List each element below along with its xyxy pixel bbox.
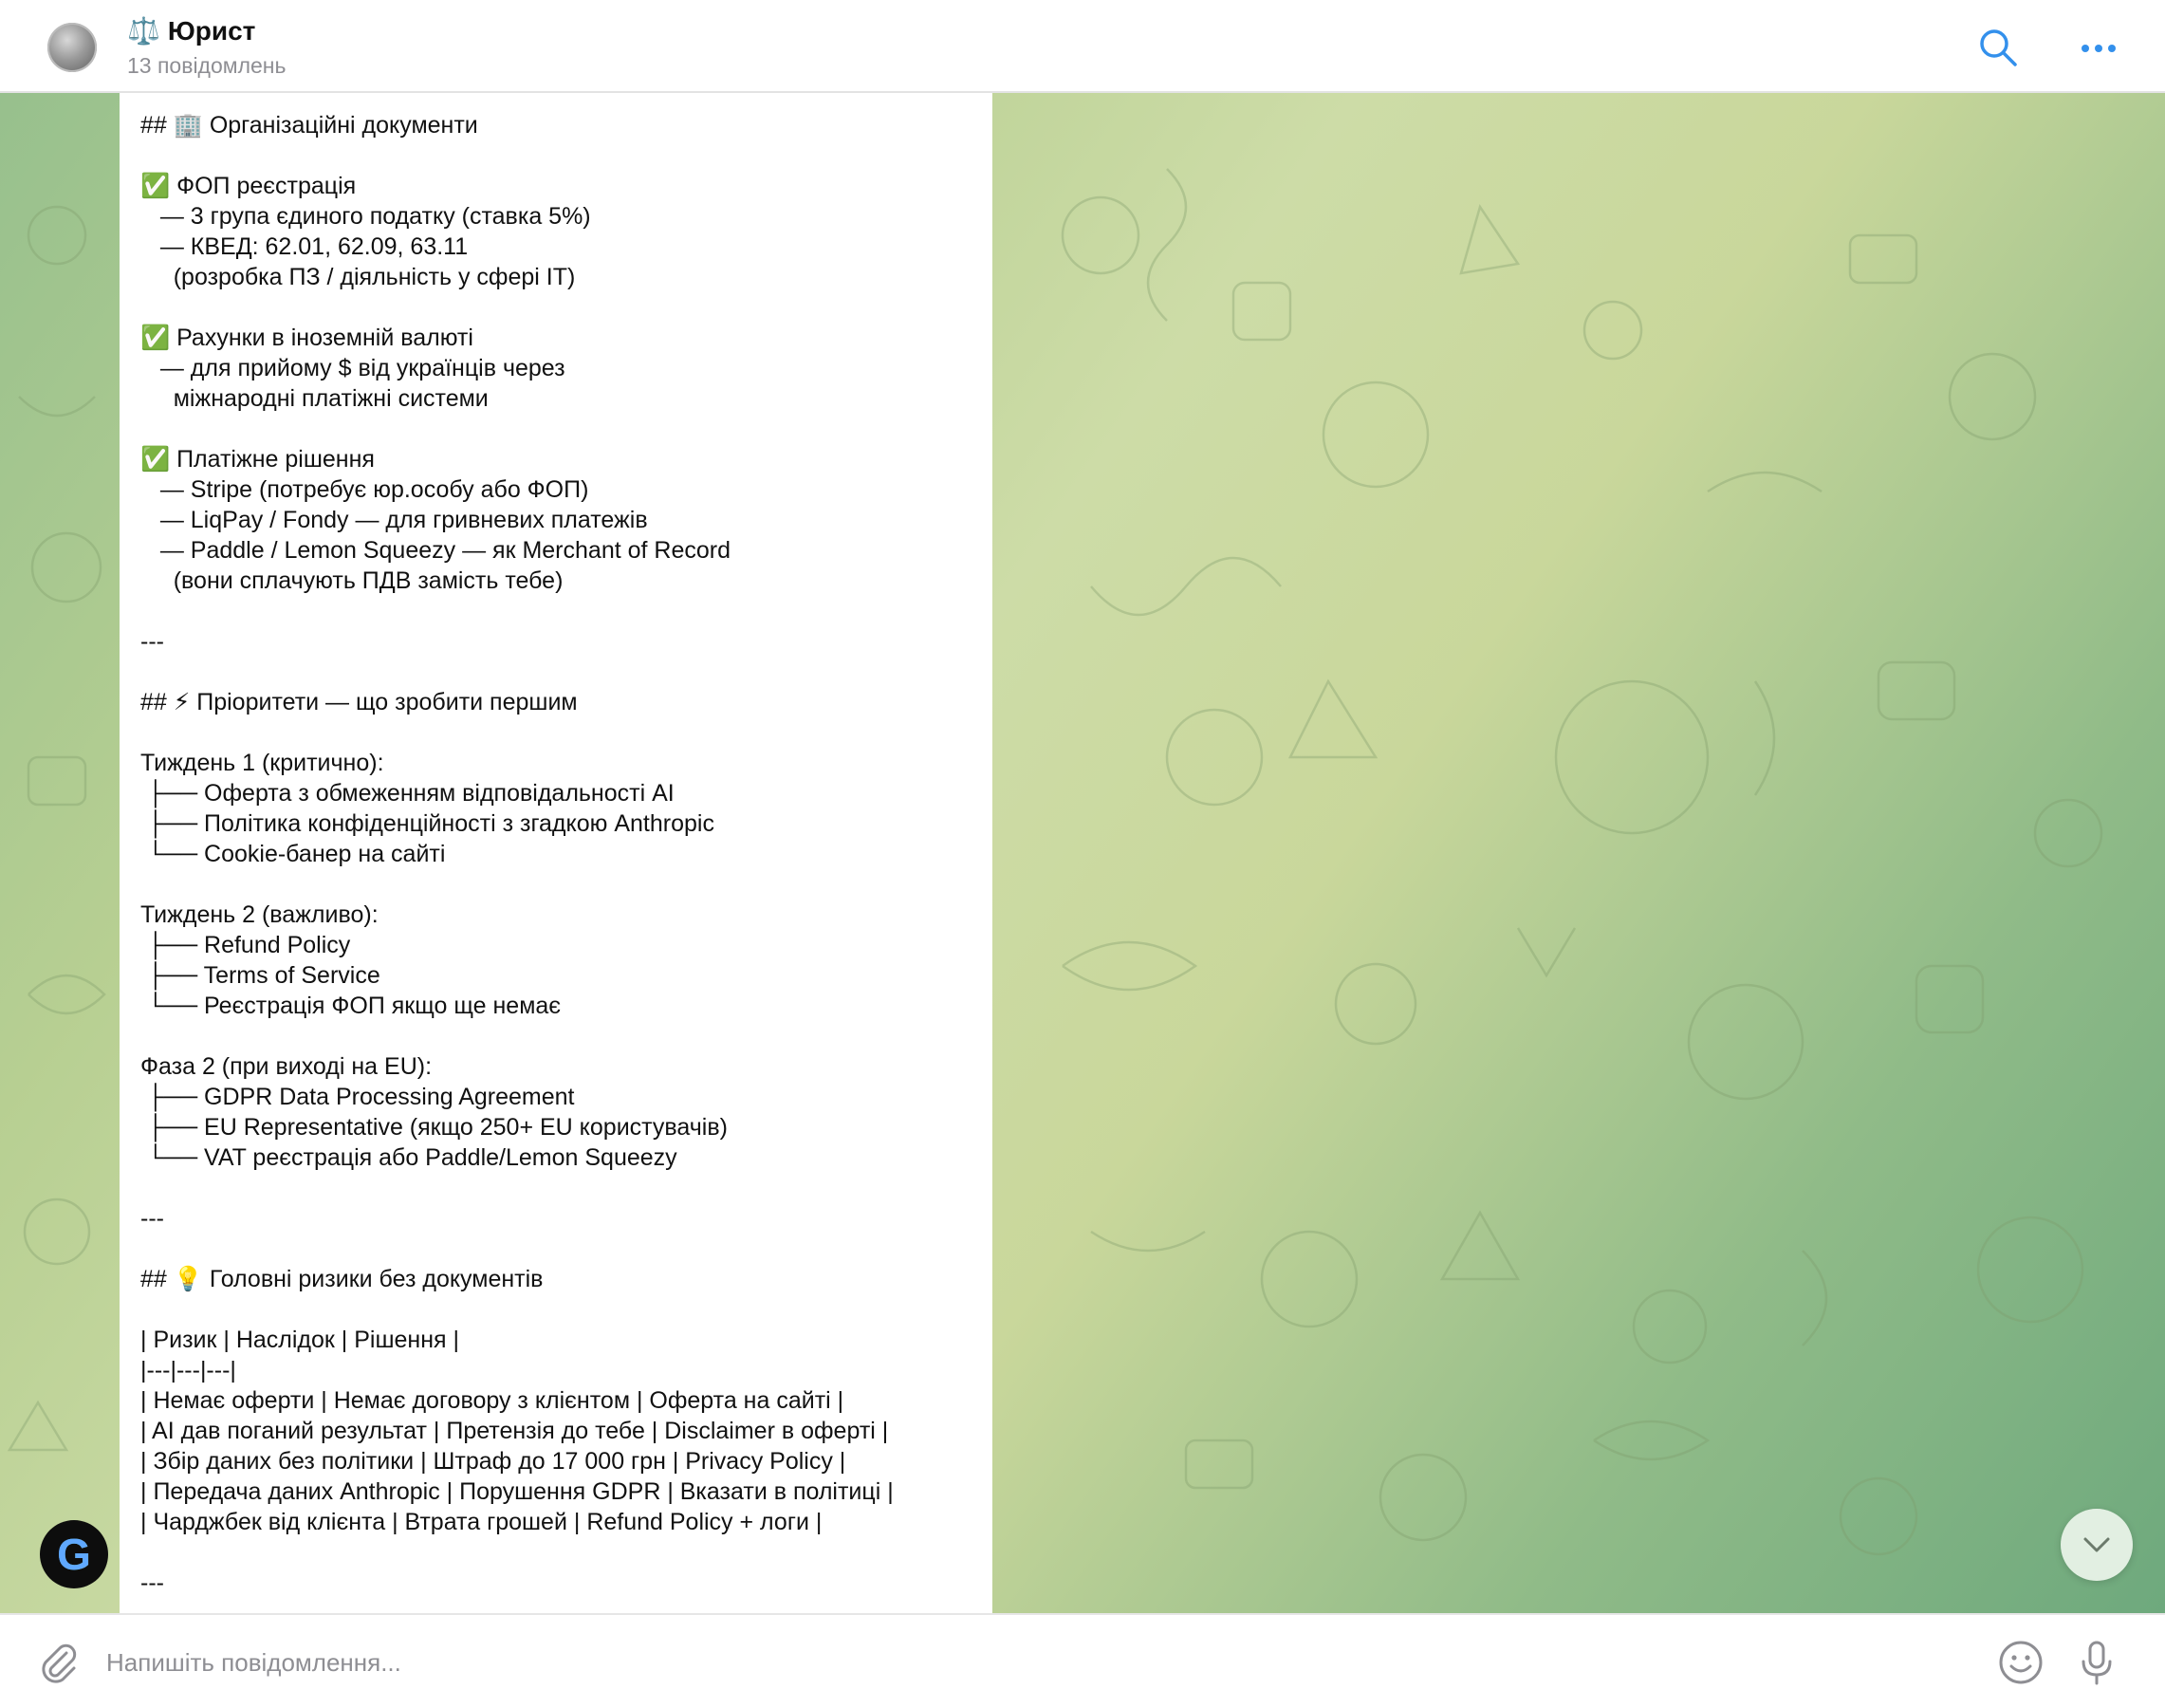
more-icon[interactable] (2076, 25, 2121, 70)
chat-title[interactable] (127, 15, 255, 46)
message-line: ## 🏢 Організаційні документи (140, 112, 478, 139)
message-line: — 3 група єдиного податку (ставка 5%) (140, 203, 591, 230)
message-line (140, 292, 985, 323)
message-line: — LiqPay / Fondy — для гривневих платежів (140, 507, 648, 533)
message-line: міжнародні платіжні системи (140, 385, 489, 412)
message-line: |---|---|---| (140, 1357, 236, 1383)
message-line: ✅ ФОП реєстрація (140, 173, 357, 199)
message-bubble[interactable] (120, 93, 992, 1613)
message-line: --- (140, 1205, 164, 1232)
message-line: Тиждень 2 (важливо): (140, 901, 379, 928)
chat-area[interactable] (0, 93, 2165, 1613)
paperclip-icon[interactable] (34, 1638, 83, 1687)
message-line (140, 414, 985, 444)
message-line: — для прийому $ від українців через (140, 355, 565, 381)
message-line: --- (140, 1569, 164, 1596)
message-line (140, 1173, 985, 1203)
chevron-down-icon (2078, 1526, 2116, 1564)
message-input[interactable] (104, 1636, 1968, 1689)
message-line: ├── Terms of Service (140, 962, 380, 989)
message-line (140, 1234, 985, 1264)
bot-avatar[interactable] (40, 1520, 108, 1588)
message-line: └── VAT реєстрація або Paddle/Lemon Squeezy (140, 1144, 677, 1171)
message-line: ├── Політика конфіденційності з згадкою Anthropic (140, 810, 714, 837)
message-line: | Ризик | Наслідок | Рішення | (140, 1327, 460, 1353)
message-line: (розробка ПЗ / діяльність у сфері IT) (140, 264, 576, 290)
microphone-icon[interactable] (2072, 1638, 2121, 1687)
message-line: Тиждень 1 (критично): (140, 750, 384, 776)
message-line: ├── GDPR Data Processing Agreement (140, 1084, 575, 1110)
message-line: └── Реєстрація ФОП якщо ще немає (140, 993, 562, 1019)
message-count: 13 повідомлень (127, 53, 287, 78)
message-line: ├── Оферта з обмеженням відповідальності AI (140, 780, 675, 807)
message-line: ## ⚡ Пріоритети — що зробити першим (140, 689, 578, 715)
message-line: | Передача даних Anthropic | Порушення GDPR | Вказати в політиці | (140, 1478, 894, 1505)
chat-header (0, 0, 2165, 93)
message-line: — Paddle / Lemon Squeezy — як Merchant of Record (140, 537, 731, 564)
message-line: | Збір даних без політики | Штраф до 17 000 грн | Privacy Policy | (140, 1448, 846, 1475)
chat-avatar[interactable] (47, 23, 97, 72)
message-line (140, 596, 985, 626)
message-line: (вони сплачують ПДВ замість тебе) (140, 567, 564, 594)
message-line: ✅ Платіжне рішення (140, 446, 375, 473)
message-text (140, 110, 985, 1598)
message-line: --- (140, 628, 164, 655)
message-line: — КВЕД: 62.01, 62.09, 63.11 (140, 233, 469, 260)
composer-bar (0, 1613, 2165, 1708)
message-line: └── Cookie-банер на сайті (140, 841, 446, 867)
message-line (140, 657, 985, 687)
message-line: ├── EU Representative (якщо 250+ EU користувачів) (140, 1114, 728, 1141)
chat-title-text: Юрист (167, 16, 256, 46)
message-line (140, 1021, 985, 1051)
message-line: ## 💡 Головні ризики без документів (140, 1266, 544, 1292)
message-line: | AI дав поганий результат | Претензія до тебе | Disclaimer в оферті | (140, 1418, 889, 1444)
search-icon[interactable] (1975, 25, 2021, 70)
message-line: | Немає оферти | Немає договору з клієнтом | Оферта на сайті | (140, 1387, 844, 1414)
message-line (140, 869, 985, 900)
scales-icon: ⚖️ (127, 16, 160, 46)
message-line: Фаза 2 (при виході на EU): (140, 1053, 433, 1080)
scroll-down-button[interactable] (2061, 1509, 2133, 1581)
message-line (140, 1537, 985, 1568)
message-line: — Stripe (потребує юр.особу або ФОП) (140, 476, 589, 503)
message-line (140, 140, 985, 171)
message-line (140, 717, 985, 748)
message-line: ✅ Рахунки в іноземній валюті (140, 325, 473, 351)
message-line: ├── Refund Policy (140, 932, 351, 958)
bot-avatar-letter: G (57, 1530, 91, 1579)
message-line: | Чарджбек від клієнта | Втрата грошей | Refund Policy + логи | (140, 1509, 823, 1535)
message-line (140, 1294, 985, 1325)
emoji-icon[interactable] (1996, 1638, 2045, 1687)
